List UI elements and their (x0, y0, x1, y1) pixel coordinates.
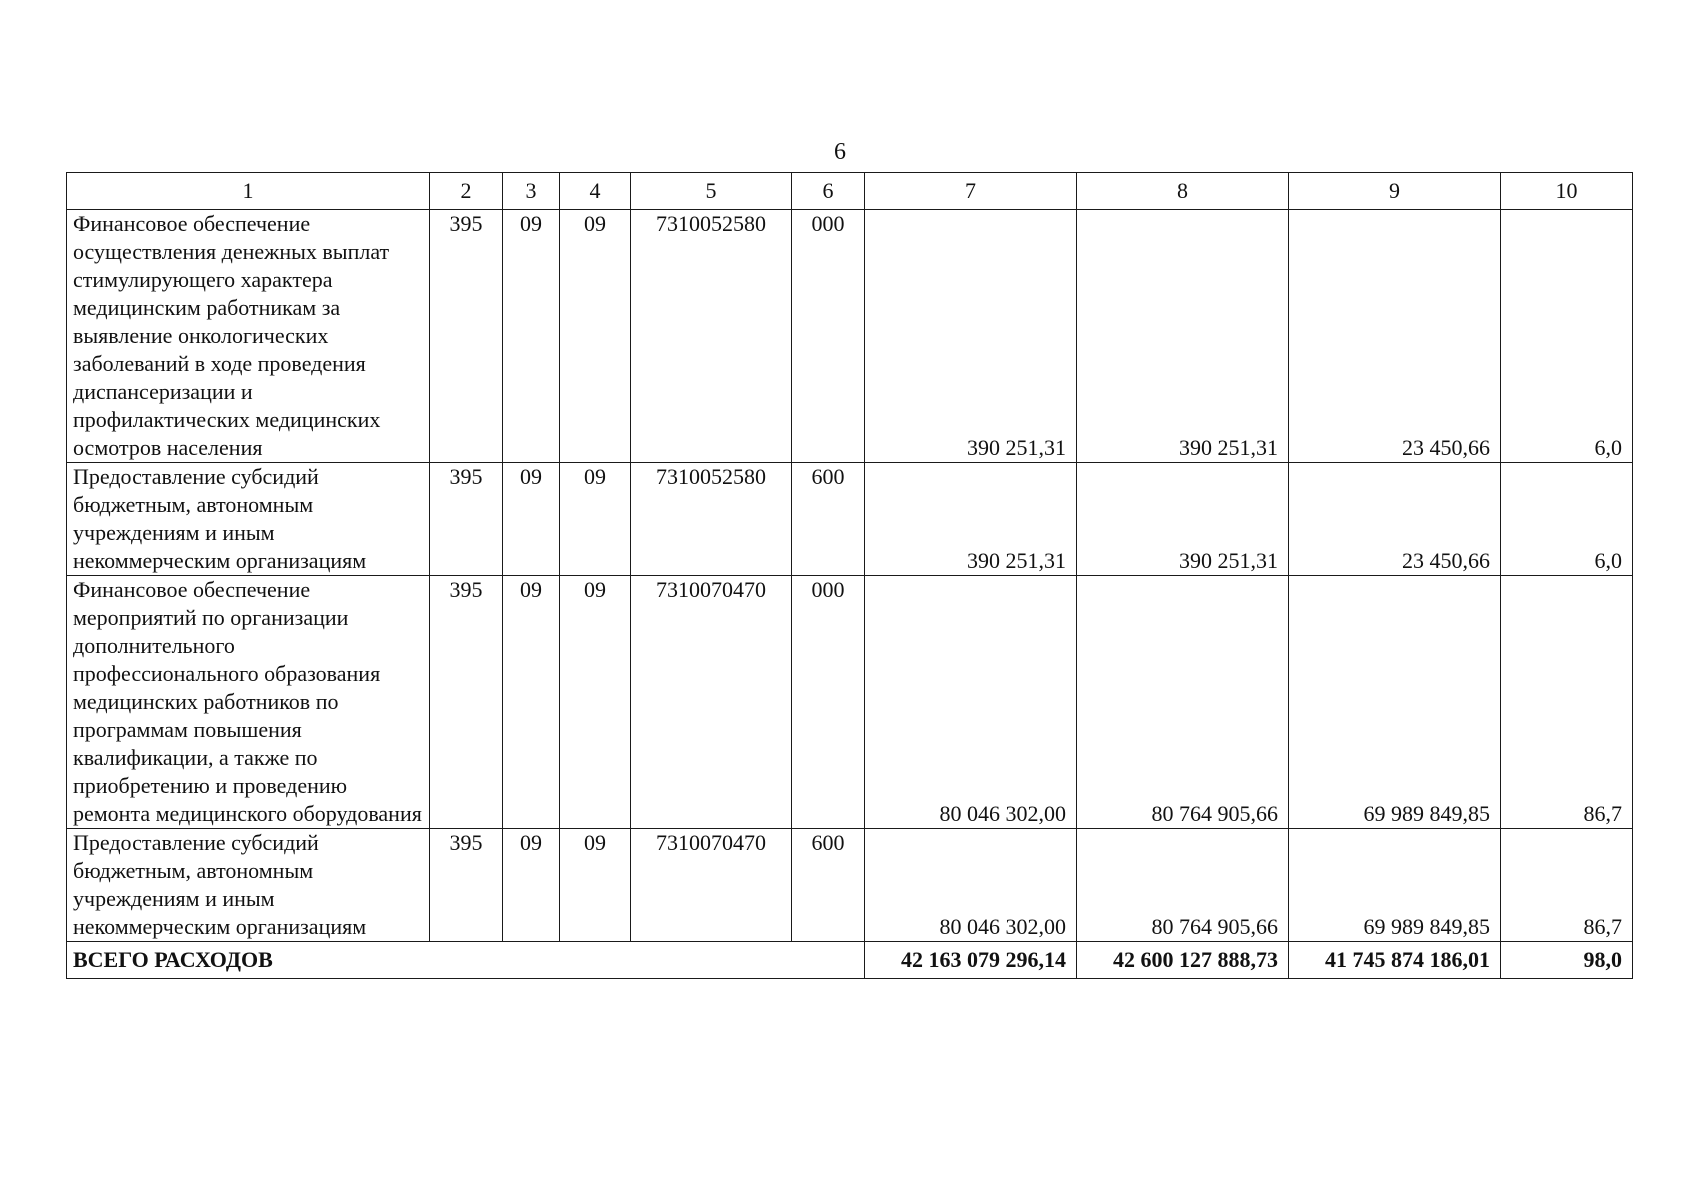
header-cell: 6 (792, 173, 865, 210)
section-code: 09 (503, 829, 560, 942)
amount-col8: 80 764 905,66 (1077, 829, 1289, 942)
amount-col7: 80 046 302,00 (865, 576, 1077, 829)
total-col10: 98,0 (1501, 942, 1633, 979)
percent-col10: 86,7 (1501, 829, 1633, 942)
total-col8: 42 600 127 888,73 (1077, 942, 1289, 979)
amount-col8: 80 764 905,66 (1077, 576, 1289, 829)
header-cell: 9 (1289, 173, 1501, 210)
target-article-code: 7310070470 (631, 829, 792, 942)
target-article-code: 7310052580 (631, 210, 792, 463)
subsection-code: 09 (560, 210, 631, 463)
expense-name: Предоставление субсидий бюджетным, автономным учреждениям и иным некоммерческим организациям (67, 463, 430, 576)
ministry-code: 395 (430, 210, 503, 463)
header-cell: 2 (430, 173, 503, 210)
amount-col9: 23 450,66 (1289, 463, 1501, 576)
percent-col10: 6,0 (1501, 210, 1633, 463)
ministry-code: 395 (430, 829, 503, 942)
header-cell: 4 (560, 173, 631, 210)
section-code: 09 (503, 576, 560, 829)
amount-col9: 69 989 849,85 (1289, 829, 1501, 942)
subsection-code: 09 (560, 576, 631, 829)
total-label: ВСЕГО РАСХОДОВ (67, 942, 865, 979)
page-number: 6 (834, 139, 846, 165)
total-col7: 42 163 079 296,14 (865, 942, 1077, 979)
amount-col8: 390 251,31 (1077, 463, 1289, 576)
table-row (67, 210, 1633, 463)
table-row (67, 829, 1633, 942)
total-row (67, 942, 1633, 979)
amount-col9: 23 450,66 (1289, 210, 1501, 463)
expense-type-code: 600 (792, 829, 865, 942)
header-cell: 1 (67, 173, 430, 210)
amount-col9: 69 989 849,85 (1289, 576, 1501, 829)
header-cell: 10 (1501, 173, 1633, 210)
expense-name: Финансовое обеспечение осуществления денежных выплат стимулирующего характера медицинским работникам за выявление онкологических заболеваний в ходе проведения диспансеризации и профилактических медицинских осмотров населения (67, 210, 430, 463)
section-code: 09 (503, 463, 560, 576)
table-row (67, 576, 1633, 829)
percent-col10: 86,7 (1501, 576, 1633, 829)
header-cell: 3 (503, 173, 560, 210)
amount-col7: 80 046 302,00 (865, 829, 1077, 942)
subsection-code: 09 (560, 463, 631, 576)
target-article-code: 7310070470 (631, 576, 792, 829)
ministry-code: 395 (430, 576, 503, 829)
expense-type-code: 000 (792, 576, 865, 829)
subsection-code: 09 (560, 829, 631, 942)
header-cell: 7 (865, 173, 1077, 210)
header-cell: 8 (1077, 173, 1289, 210)
section-code: 09 (503, 210, 560, 463)
total-col9: 41 745 874 186,01 (1289, 942, 1501, 979)
expense-type-code: 600 (792, 463, 865, 576)
column-number-header (67, 173, 1633, 210)
amount-col8: 390 251,31 (1077, 210, 1289, 463)
amount-col7: 390 251,31 (865, 210, 1077, 463)
percent-col10: 6,0 (1501, 463, 1633, 576)
amount-col7: 390 251,31 (865, 463, 1077, 576)
expense-name: Финансовое обеспечение мероприятий по организации дополнительного профессионального образования медицинских работников по программам повышения квалификации, а также по приобретению и проведению ремонта медицинского оборудования (67, 576, 430, 829)
expense-type-code: 000 (792, 210, 865, 463)
expense-name: Предоставление субсидий бюджетным, автономным учреждениям и иным некоммерческим организациям (67, 829, 430, 942)
budget-expenses-table (66, 172, 1633, 979)
ministry-code: 395 (430, 463, 503, 576)
table-row (67, 463, 1633, 576)
target-article-code: 7310052580 (631, 463, 792, 576)
header-cell: 5 (631, 173, 792, 210)
